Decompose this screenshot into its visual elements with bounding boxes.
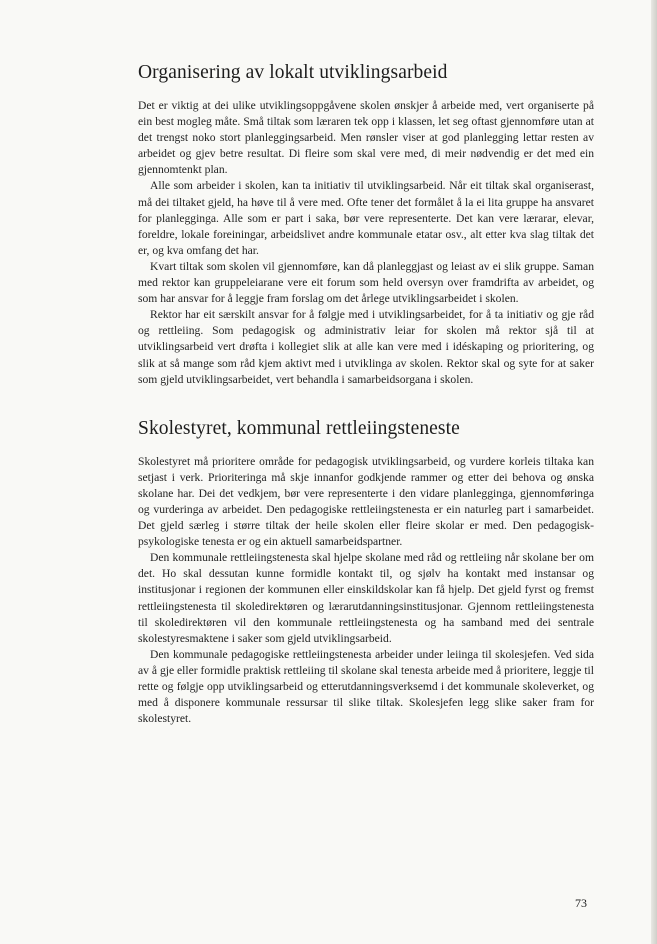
paragraph: Den kommunale rettleiingstenesta skal hjelpe skolane med råd og rettleiing når skolane ber om det. Ho skal dessutan kunne formidle kontakt til, og sjølv ha kontakt med instansar og institusjonar i regionen der kommunen eller einskildskolar kan få hjelp. Det gjeld fyrst og fremst rettleiingstenesta til skoledirektøren og lærarutdanningsinstitusjonar. Gjennom rettleiingstenesta til skoledirektøren vil den kommunale rettleiingstenesta og ha samband med dei sentrale skolestyresmaktene i saker som gjeld utviklingsarbeid. bbox=[138, 551, 594, 645]
paragraph: Den kommunale pedagogiske rettleiingstenesta arbeider under leiinga til skolesjefen. Ved sida av å gje eller formidle praktisk rettleiing til skolane skal tenesta arbeide med å prioritere, leggje til rette og følgje opp utviklingsarbeid og etterutdanningsverksemd i det kommunale skoleverket, og med å disponere kommunale ressursar til slike tiltak. Skolesjefen legg slike saker fram for skolestyret. bbox=[138, 647, 594, 726]
paragraph: Rektor har eit særskilt ansvar for å følgje med i utviklingsarbeidet, for å ta initiativ og gje råd og rettleiing. Som pedagogisk og administrativ leiar for skolen må rektor sjå til at utviklingsarbeid vert drøfta i kollegiet slik at alle kan vere med i idéskaping og prioritering, og slik at så mange som råd kjem aktivt med i utviklinga av skolen. Rektor skal og syte for at saker som gjeld utviklingsarbeidet, vert behandla i samarbeidsorgana i skolen. bbox=[138, 308, 594, 386]
paragraph: Det er viktig at dei ulike utviklingsoppgåvene skolen ønskjer å arbeide med, vert organiserte på ein best mogleg måte. Små tiltak som læraren tek opp i klassen, let seg oftast gjennomføre utan at det trengst noko stort planleggingsarbeid. Men rønsler viser at god planlegging lettar resten av arbeidet og gjev betre resultat. Di fleire som skal vere med, di meir nødvendig er det med ein gjennomtenkt plan. bbox=[138, 99, 594, 177]
section-heading-organisering: Organisering av lokalt utviklingsarbeid bbox=[138, 62, 448, 83]
paragraph: Skolestyret må prioritere område for pedagogisk utviklingsarbeid, og vurdere korleis tiltaka kan setjast i verk. Prioriteringa må skje innanfor godkjende rammer og etter dei behova og ønska skolane har. Dei det vedkjem, bør vere representerte i den vidare planlegginga, gjennomføringa og vurderinga av arbeidet. Den pedagogiske rettleiingstenesta er ein naturleg part i samarbeidet. Det gjeld særleg i større tiltak der heile skolen eller fleire skolar er med. Den pedagogisk-psykologiske tenesta er og ein aktuell samarbeidspartner. bbox=[138, 454, 594, 549]
paragraph: Alle som arbeider i skolen, kan ta initiativ til utviklingsarbeid. Når eit tiltak skal organiserast, må dei tiltaket gjeld, ha høve til å vere med. Ofte tener det formålet å la ei lita gruppe ha ansvaret for planlegginga. Alle som er part i saka, bør vere representerte. Det kan vere lærarar, elevar, foreldre, lokale foreiningar, arbeidslivet andre kommunale etatar osv., alt etter kva slag tiltak det er, og kva omfang det har. bbox=[138, 179, 594, 257]
page-content bbox=[138, 62, 594, 727]
page-edge bbox=[651, 0, 657, 944]
paragraph: Kvart tiltak som skolen vil gjennomføre, kan då planleggjast og leiast av ei slik gruppe. Saman med rektor kan gruppeleiarane vere eit forum som held oversyn over framdrifta av arbeidet, og som har ansvar for å leggje fram forslag om det årlege utviklingsarbeidet i skolen. bbox=[138, 259, 594, 306]
section-heading-skolestyret: Skolestyret, kommunal rettleiingsteneste bbox=[138, 417, 460, 439]
page-number: 73 bbox=[575, 896, 587, 910]
